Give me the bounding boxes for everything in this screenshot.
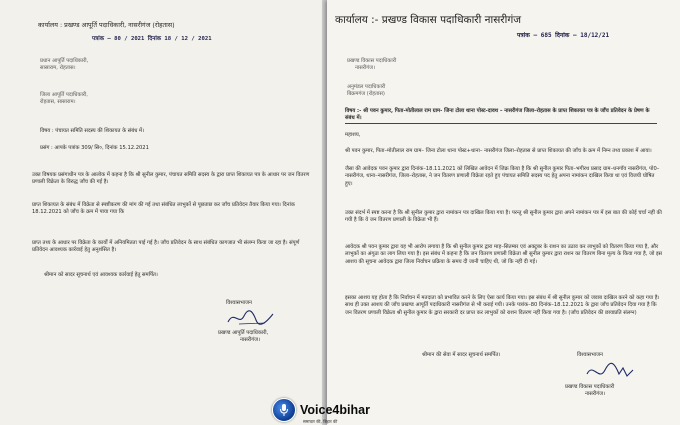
logo-tagline: समाचार की, बिहार की bbox=[303, 419, 338, 424]
right-signoff: विश्वासभाजन bbox=[577, 352, 603, 358]
left-reference: प्रसंग : आपके पत्रांक 309/ सि०, दिनांक 15.12.2021 bbox=[40, 145, 149, 151]
right-paragraph-2: जैसा की आवेदक पवन कुमार द्वारा दिनांक–18.11.2021 को लिखित आवेदन में जिक्र किया है कि श्री सुनील कुमार पिता–भगीरथ प्रसाद ग्राम–धनगाँव नासरीगंज, पो0– नासरीगंज, थाना–नासरीगंज, जिला–रोहतास, ने जन वितरण प्रणाली विक्रेता रहते हुए पंचायत समिति सदस्य पद हेतु अपना नामांकन दाखिल किया था एवं विजयी घोषित हुए। bbox=[345, 166, 660, 187]
left-subject: विषय : पंचायत समिति सदस्य की शिकायत के संबंध में। bbox=[40, 128, 145, 134]
right-paragraph-5: इसका आशय यह होता है कि निर्वाचन में मतदाता को प्रभावित करने के लिए ऐसा कार्य किया गया। इस संबंध में श्री सुनील कुमार को जवाब दाखिल करने को कहा गया है। साथ ही उक्त आशय की जाँच प्रखण्ड आपूर्ति पदाधिकारी नासरीगंज से भी कराई गयी। उनके पत्रांक–80 दिनांक–18.12.2021 के द्वारा जाँच प्रतिवेदन दिया गया है कि जन वितरण प्रणाली विक्रेता श्री सुनील कुमार के द्वारा सरकारी दर प्राप्त कर लाभुकों को राशन वितरण नहीं किया गया है। (जाँच प्रतिवेदन की छायाप्रति संलग्न) bbox=[345, 295, 660, 316]
left-to-2-line-1: जिला आपूर्ति पदाधिकारी, bbox=[40, 92, 88, 98]
left-to-block-2 bbox=[40, 92, 88, 107]
left-signoff: विश्वासभाजन bbox=[226, 300, 252, 306]
left-letter bbox=[0, 0, 333, 425]
left-paragraph-3: प्राप्त तथ्य के आधार पर विक्रेता के कार्यों में अनियमितता पाई गई है। जाँच प्रतिवेदन के साथ संबंधित कागजात भी संलग्न किया जा रहा है। संपूर्ण प्रतिवेदन आवश्यक कार्रवाई हेतु अनुशंसित है। bbox=[32, 240, 300, 254]
right-salutation: महाशय, bbox=[345, 132, 361, 138]
right-letter bbox=[327, 0, 680, 425]
right-to-block-2 bbox=[347, 84, 385, 99]
right-to-1-line-2: नासरीगंज। bbox=[355, 65, 375, 72]
logo-mic-icon bbox=[272, 398, 296, 422]
right-paragraph-1: श्री पवन कुमार, पिता–मोतीलाल राम ग्राम– जिना टोला थाना पोस्ट+थाना– नासरीगंज जिला–रोहतास से प्राप्त शिकायत की जाँच के क्रम में निम्न तथ्य प्रकाश में आया। bbox=[345, 148, 652, 154]
right-to-1-line-1: प्रखण्ड विकास पदाधिकारी bbox=[347, 58, 397, 64]
right-designation-line-2: नासरीगंज। bbox=[585, 391, 605, 398]
right-to-2-line-2: बिक्रमगंज (रोहतास) bbox=[347, 91, 385, 98]
left-designation-line-1: प्रखण्ड आपूर्ति पदाधिकारी, bbox=[218, 330, 269, 336]
right-subject: विषय :- श्री पवन कुमार, पिता-मोतीलाल राम ग्राम- जिना टोला थाना पोस्ट-दावथ – नासरीगंज जिला–रोहतास के प्राप्त शिकायत पत्र के जाँच प्रतिवेदन के प्रेषण के संबंध में। bbox=[345, 108, 657, 124]
left-paragraph-2: प्राप्त शिकायत के संबंध में विक्रेता से स्पष्टीकरण की मांग की गई तथा संबंधित लाभुकों से पूछताछ कर जाँच प्रतिवेदन तैयार किया गया। दिनांक 18.12.2021 को जाँच के क्रम में पाया गया कि bbox=[32, 202, 295, 216]
right-designation bbox=[565, 384, 614, 399]
left-signature bbox=[225, 308, 277, 328]
left-to-2-line-2: रोहतास, सासाराम। bbox=[40, 99, 76, 106]
left-to-block-1 bbox=[40, 58, 88, 73]
right-to-2-line-1: अनुमंडल पदाधिकारी bbox=[347, 84, 386, 90]
left-paragraph-4: श्रीमान को सादर सूचनार्थ एवं आवश्यक कार्रवाई हेतु समर्पित। bbox=[44, 272, 158, 278]
left-office-line: कार्यालय : प्रखण्ड आपूर्ति पदाधिकारी, नासरीगंज (रोहतास) bbox=[38, 21, 175, 29]
left-designation bbox=[218, 330, 268, 345]
logo-name: Voice4bihar bbox=[300, 402, 370, 417]
left-paragraph-1: उक्त विषयक प्रसंगाधीन पत्र के आलोक में कहना है कि श्री सुनील कुमार, पंचायत समिति सदस्य के द्वारा प्राप्त शिकायत पत्र के आधार पर जन वितरण प्रणाली विक्रेता के विरुद्ध जाँच की गई है। bbox=[32, 172, 310, 186]
watermark-logo bbox=[272, 398, 422, 424]
left-to-1-line-1: प्रधान आपूर्ति पदाधिकारी, bbox=[40, 58, 89, 64]
right-signature bbox=[583, 362, 639, 382]
right-paragraph-3: उक्त संदर्भ में स्पष्ट करना है कि श्री सुनील कुमार द्वारा नामांकन पत्र दाखिल किया गया है। परन्तु श्री सुनील कुमार द्वारा अपने नामांकन पत्र में इस बात की कोई चर्चा नहीं की गयी है कि वे जन वितरण प्रणाली के विक्रेता भी हैं। bbox=[345, 210, 662, 224]
right-paragraph-4: आवेदक श्री पवन कुमार द्वारा यह भी आरोप लगाया है कि श्री सुनील कुमार द्वारा माह–सितम्बर एवं अक्टूबर के राशन का उठाव कर लाभुकों को वितरण किया गया है, और लाभुकों का अंगूठा का लाग लिया गया है। इस संबंध में कहना है कि जन वितरण प्रणाली विक्रेता श्री सुनील कुमार द्वारा राशन का वितरण बिना मूल्य के किया गया है, जो इस आशय की सूचना आवेदक द्वारा जिला निर्वाचन प्रक्रिया के समय दी जानी चाहिए थी, जो कि नहीं दी गई। bbox=[345, 244, 663, 265]
right-ref-line: पत्रांक – 685 दिनांक – 18/12/21 bbox=[517, 32, 610, 39]
right-office-line: कार्यालय :- प्रखण्ड विकास पदाधिकारी नासरीगंज bbox=[335, 14, 522, 26]
left-to-1-line-2: सासाराम, रोहतास। bbox=[40, 65, 76, 72]
left-ref-line: पत्रांक – 80 / 2021 दिनांक 18 / 12 / 2021 bbox=[92, 36, 212, 42]
right-closing: श्रीमान की सेवा में सादर सूचनार्थ समर्पित। bbox=[422, 352, 501, 358]
right-designation-line-1: प्रखण्ड विकास पदाधिकारी bbox=[565, 384, 615, 390]
right-to-block-1 bbox=[347, 58, 396, 73]
left-designation-line-2: नासरीगंज। bbox=[240, 337, 260, 344]
